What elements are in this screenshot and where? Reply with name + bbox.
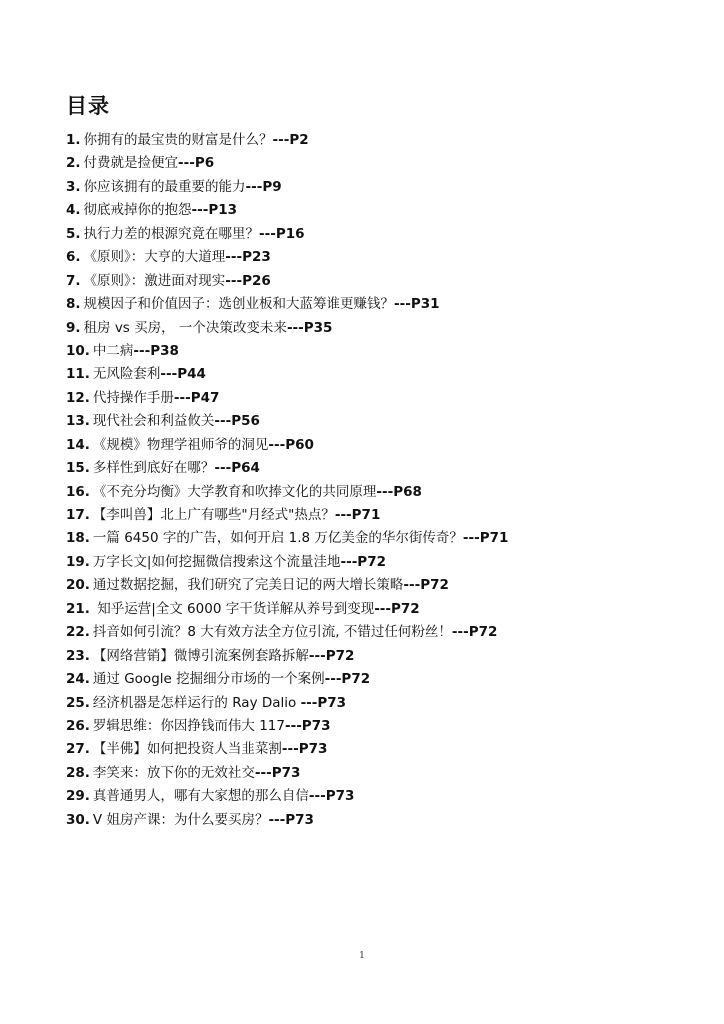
toc-item-page: ---P44 (160, 366, 206, 383)
toc-item-page: ---P72 (308, 647, 355, 664)
toc-item-title: 《不充分均衡》大学教育和吹捧文化的共同原理 (92, 483, 377, 500)
toc-item-title: 中二病 (92, 342, 134, 359)
toc-item-6 (66, 246, 686, 269)
toc-item-page: ---P16 (259, 225, 305, 242)
toc-item-number: 22. (66, 624, 90, 641)
toc-item-title: 无风险套利 (92, 366, 161, 383)
toc-item-title: 《原则》：激进面对现实 (83, 272, 226, 289)
toc-item-title: 你拥有的最宝贵的财富是什么？ (83, 132, 273, 148)
toc-item-16 (66, 481, 686, 504)
toc-item-4 (66, 199, 686, 222)
toc-item-page: ---P64 (214, 460, 260, 477)
toc-item-title: 李笑来：放下你的无效社交 (92, 764, 255, 781)
toc-item-number: 30. (66, 811, 90, 828)
toc-item-20 (66, 574, 686, 597)
toc-item-title: 抖音如何引流？8 大有效方法全方位引流, 不错过任何粉丝！ (92, 624, 452, 641)
toc-item-number: 5. (66, 225, 81, 242)
toc-item-number: 25. (66, 694, 90, 711)
toc-item-3 (66, 176, 686, 199)
toc-item-page: ---P2 (272, 132, 309, 148)
toc-item-title: 万字长文|如何挖掘微信搜索这个流量洼地 (92, 553, 341, 570)
toc-item-number: 16. (66, 483, 90, 500)
toc-item-title: 【半佛】如何把投资人当韭菜割 (92, 741, 282, 758)
toc-item-page: ---P73 (268, 811, 314, 828)
toc-item-number: 8. (66, 296, 81, 313)
toc-item-page: ---P73 (308, 788, 355, 805)
toc-item-13 (66, 410, 686, 433)
toc-item-page: ---P38 (133, 342, 179, 359)
toc-item-page: ---P71 (334, 507, 381, 523)
toc-item-30 (66, 809, 686, 832)
toc-item-number: 7. (66, 272, 81, 289)
toc-item-number: 11. (66, 366, 90, 383)
toc-item-number: 27. (66, 741, 90, 758)
toc-item-number: 13. (66, 413, 90, 430)
toc-item-title: 【李叫兽】北上广有哪些"月经式"热点？ (92, 507, 335, 523)
toc-item-18 (66, 527, 686, 550)
toc-item-28 (66, 762, 686, 785)
toc-item-title: 租房 vs 买房， 一个决策改变未来 (83, 319, 287, 336)
toc-item-19 (66, 551, 686, 574)
toc-item-title: 《原则》：大亨的大道理 (83, 249, 226, 266)
toc-item-title: 执行力差的根源究竟在哪里？ (83, 225, 260, 242)
toc-item-number: 10. (66, 342, 90, 359)
toc-item-page: ---P72 (403, 577, 449, 594)
toc-item-page: ---P72 (374, 600, 420, 617)
toc-item-page: ---P26 (225, 272, 271, 289)
toc-item-title: 规模因子和价值因子：选创业板和大蓝筹谁更赚钱？ (83, 296, 395, 313)
toc-item-title: 知乎运营|全文 6000 字干货详解从养号到变现 (92, 600, 375, 617)
toc-item-11 (66, 363, 686, 386)
toc-item-number: 2. (66, 155, 81, 172)
toc-item-25 (66, 692, 686, 715)
toc-item-10 (66, 340, 686, 363)
toc-item-number: 9. (66, 319, 81, 336)
toc-item-26 (66, 715, 686, 738)
toc-item-page: ---P35 (286, 319, 333, 336)
toc-item-2 (66, 152, 686, 175)
toc-item-number: 21. (66, 600, 90, 617)
toc-item-29 (66, 785, 686, 808)
toc-item-number: 18. (66, 530, 90, 547)
toc-item-title: 彻底戒掉你的抱怨 (83, 202, 192, 219)
toc-item-number: 3. (66, 178, 81, 195)
toc-item-page: ---P6 (178, 155, 215, 172)
toc-item-title: 罗辑思维：你因挣钱而伟大 117 (92, 717, 285, 734)
toc-item-number: 1. (66, 132, 81, 148)
toc-item-number: 24. (66, 671, 90, 688)
toc-item-1 (66, 129, 686, 152)
page-title: 目录 (66, 94, 110, 118)
toc-item-page: ---P47 (173, 389, 220, 406)
toc-item-page: ---P72 (340, 553, 386, 570)
toc-item-page: ---P9 (245, 178, 282, 195)
toc-item-title: 通过 Google 挖掘细分市场的一个案例 (92, 671, 325, 688)
toc-item-page: ---P73 (281, 741, 328, 758)
toc-item-number: 19. (66, 553, 90, 570)
toc-item-8 (66, 293, 686, 316)
toc-item-page: ---P31 (394, 296, 440, 313)
toc-item-page: ---P60 (268, 436, 314, 453)
toc-item-12 (66, 387, 686, 410)
toc-item-number: 20. (66, 577, 90, 594)
toc-item-title: 付费就是捡便宜 (83, 155, 179, 172)
toc-item-22 (66, 621, 686, 644)
toc-item-title: 通过数据挖掘，我们研究了完美日记的两大增长策略 (92, 577, 404, 594)
toc-item-number: 15. (66, 460, 90, 477)
toc-item-15 (66, 457, 686, 480)
toc-item-number: 17. (66, 507, 90, 523)
toc-item-page: ---P72 (451, 624, 498, 641)
toc-item-page: ---P72 (324, 671, 371, 688)
toc-item-14 (66, 434, 686, 457)
page-number: 1 (359, 951, 365, 961)
toc-item-23 (66, 645, 686, 668)
toc-item-page: ---P56 (214, 413, 260, 430)
toc-item-number: 28. (66, 764, 90, 781)
toc-item-9 (66, 317, 686, 340)
toc-item-page: ---P73 (300, 694, 347, 711)
toc-item-title: V 姐房产课：为什么要买房？ (92, 811, 269, 828)
table-of-contents (66, 129, 686, 832)
toc-item-27 (66, 738, 686, 761)
toc-item-number: 29. (66, 788, 90, 805)
toc-item-number: 26. (66, 717, 90, 734)
toc-item-number: 6. (66, 249, 81, 266)
toc-item-number: 14. (66, 436, 90, 453)
toc-item-title: 一篇 6450 字的广告，如何开启 1.8 万亿美金的华尔街传奇？ (92, 530, 463, 547)
toc-item-page: ---P73 (254, 764, 301, 781)
toc-item-page: ---P71 (462, 530, 509, 547)
toc-item-title: 真普通男人，哪有大家想的那么自信 (92, 788, 309, 805)
toc-item-7 (66, 270, 686, 293)
toc-item-number: 4. (66, 202, 81, 219)
toc-item-number: 12. (66, 389, 90, 406)
toc-item-number: 23. (66, 647, 90, 664)
toc-item-title: 《规模》物理学祖师爷的洞见 (92, 436, 269, 453)
toc-item-title: 你应该拥有的最重要的能力 (83, 178, 246, 195)
toc-item-title: 代持操作手册 (92, 389, 174, 406)
toc-item-5 (66, 223, 686, 246)
toc-item-title: 多样性到底好在哪？ (92, 460, 215, 477)
toc-item-title: 【网络营销】微博引流案例套路拆解 (92, 647, 309, 664)
toc-item-page: ---P68 (376, 483, 422, 500)
toc-item-17 (66, 504, 686, 527)
toc-item-page: ---P73 (284, 717, 331, 734)
toc-item-title: 现代社会和利益攸关 (92, 413, 215, 430)
toc-item-title: 经济机器是怎样运行的 Ray Dalio (92, 694, 301, 711)
toc-item-page: ---P23 (225, 249, 271, 266)
toc-item-page: ---P13 (191, 202, 238, 219)
toc-item-21 (66, 598, 686, 621)
toc-item-24 (66, 668, 686, 691)
